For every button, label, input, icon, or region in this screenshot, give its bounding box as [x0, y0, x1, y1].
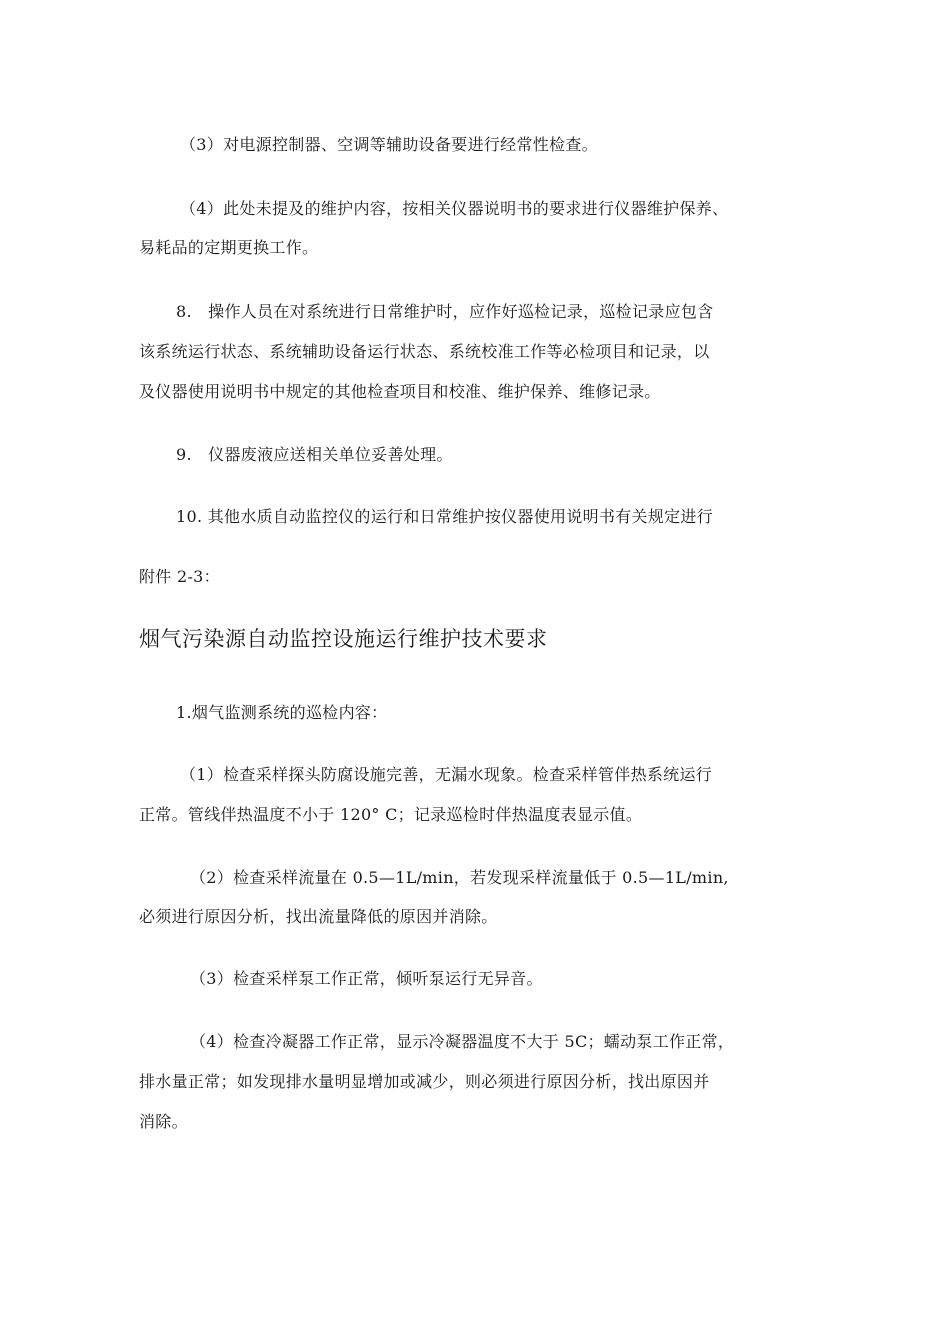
paragraph-1-3: （3）检查采样泵工作正常，倾听泵运行无异音。 [190, 969, 543, 988]
paragraph-1-1-line-2: 正常。管线伴热温度不小于 120° C；记录巡检时伴热温度表显示值。 [139, 805, 643, 824]
paragraph-8-line-3: 及仪器使用说明书中规定的其他检查项目和校准、维护保养、维修记录。 [139, 382, 661, 401]
paragraph-1-4-line-1: （4）检查冷凝器工作正常，显示冷凝器温度不大于 5C；蠕动泵工作正常， [190, 1032, 735, 1051]
paragraph-1-2-line-2: 必须进行原因分析，找出流量降低的原因并消除。 [139, 907, 498, 926]
paragraph-9: 9. 仪器废液应送相关单位妥善处理。 [176, 445, 453, 464]
attachment-label: 附件 2-3： [139, 567, 220, 586]
paragraph-8-line-1: 8. 操作人员在对系统进行日常维护时，应作好巡检记录，巡检记录应包含 [176, 302, 714, 321]
paragraph-1-1-line-1: （1）检查采样探头防腐设施完善，无漏水现象。检查采样管伴热系统运行 [180, 765, 713, 784]
paragraph-10: 10. 其他水质自动监控仪的运行和日常维护按仪器使用说明书有关规定进行 [176, 507, 714, 526]
paragraph-1-intro: 1.烟气监测系统的巡检内容： [176, 703, 388, 722]
paragraph-1-4-line-2: 排水量正常；如发现排水量明显增加或减少，则必须进行原因分析，找出原因并 [139, 1072, 710, 1091]
section-title: 烟气污染源自动监控设施运行维护技术要求 [139, 627, 548, 651]
paragraph-1-2-line-1: （2）检查采样流量在 0.5—1L/min，若发现采样流量低于 0.5—1L/min, [190, 868, 729, 887]
paragraph-8-line-2: 该系统运行状态、系统辅助设备运行状态、系统校准工作等必检项目和记录，以 [139, 342, 710, 361]
paragraph-item-4-line-1: （4）此处未提及的维护内容，按相关仪器说明书的要求进行仪器维护保养、 [180, 199, 729, 218]
paragraph-item-3-auxiliary: （3）对电源控制器、空调等辅助设备要进行经常性检查。 [180, 135, 598, 154]
paragraph-1-4-line-3: 消除。 [139, 1112, 188, 1131]
paragraph-item-4-line-2: 易耗品的定期更换工作。 [139, 238, 319, 257]
